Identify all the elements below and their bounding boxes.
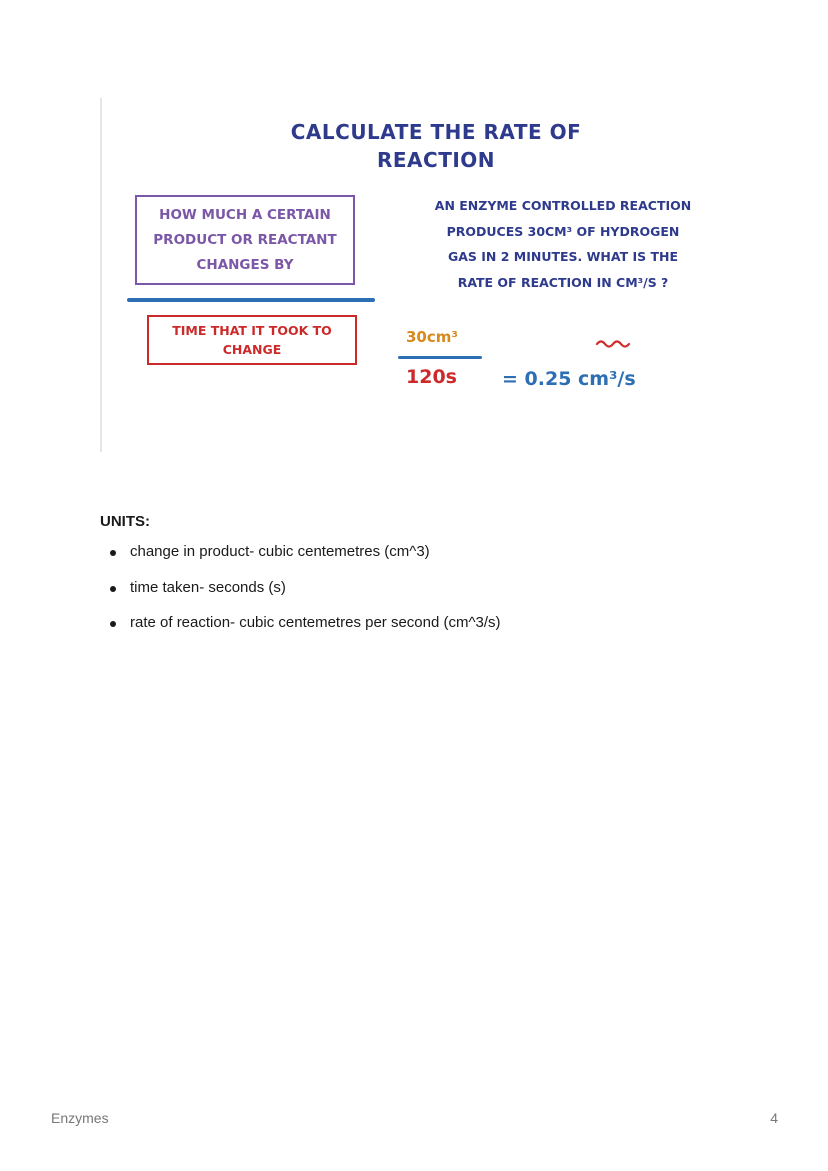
list-item-text: change in product- cubic centemetres (cm^3) xyxy=(130,543,430,560)
numerator-box xyxy=(135,195,355,285)
list-item xyxy=(110,543,501,579)
list-item-text: time taken- seconds (s) xyxy=(130,578,286,596)
numerator-value: 30cm³ xyxy=(406,328,458,346)
footer-document-title: Enzymes xyxy=(51,1110,109,1126)
units-heading: UNITS: xyxy=(100,513,150,530)
problem-statement: AN ENZYME CONTROLLED REACTION PRODUCES 30CM³ OF HYDROGEN GAS IN 2 MINUTES. WHAT IS THE RATE OF REACTION IN CM³/S ? xyxy=(434,198,692,290)
bullet-icon xyxy=(110,550,116,556)
numerator-box-text: HOW MUCH A CERTAIN PRODUCT OR REACTANT CHANGES BY xyxy=(153,207,337,273)
units-list xyxy=(110,543,501,650)
rate-of-reaction-figure xyxy=(100,98,720,452)
list-item-text: rate of reaction- cubic centemetres per second (cm^3/s) xyxy=(130,614,501,631)
bullet-icon xyxy=(110,621,116,627)
figure-left-edge xyxy=(100,98,102,452)
denominator-value: 120s xyxy=(406,366,457,388)
list-item xyxy=(110,579,501,615)
calculation-result: = 0.25 cm³/s xyxy=(502,368,636,390)
denominator-box xyxy=(147,315,357,365)
fraction-bar xyxy=(127,298,375,302)
page-number: 4 xyxy=(770,1110,778,1126)
list-item xyxy=(110,614,501,650)
denominator-box-text: TIME THAT IT TOOK TO CHANGE xyxy=(172,323,332,357)
figure-title: CALCULATE THE RATE OF REACTION xyxy=(290,120,582,172)
squiggle-underline xyxy=(595,338,635,348)
bullet-icon xyxy=(110,586,116,592)
calculation-fraction-bar xyxy=(398,356,482,359)
